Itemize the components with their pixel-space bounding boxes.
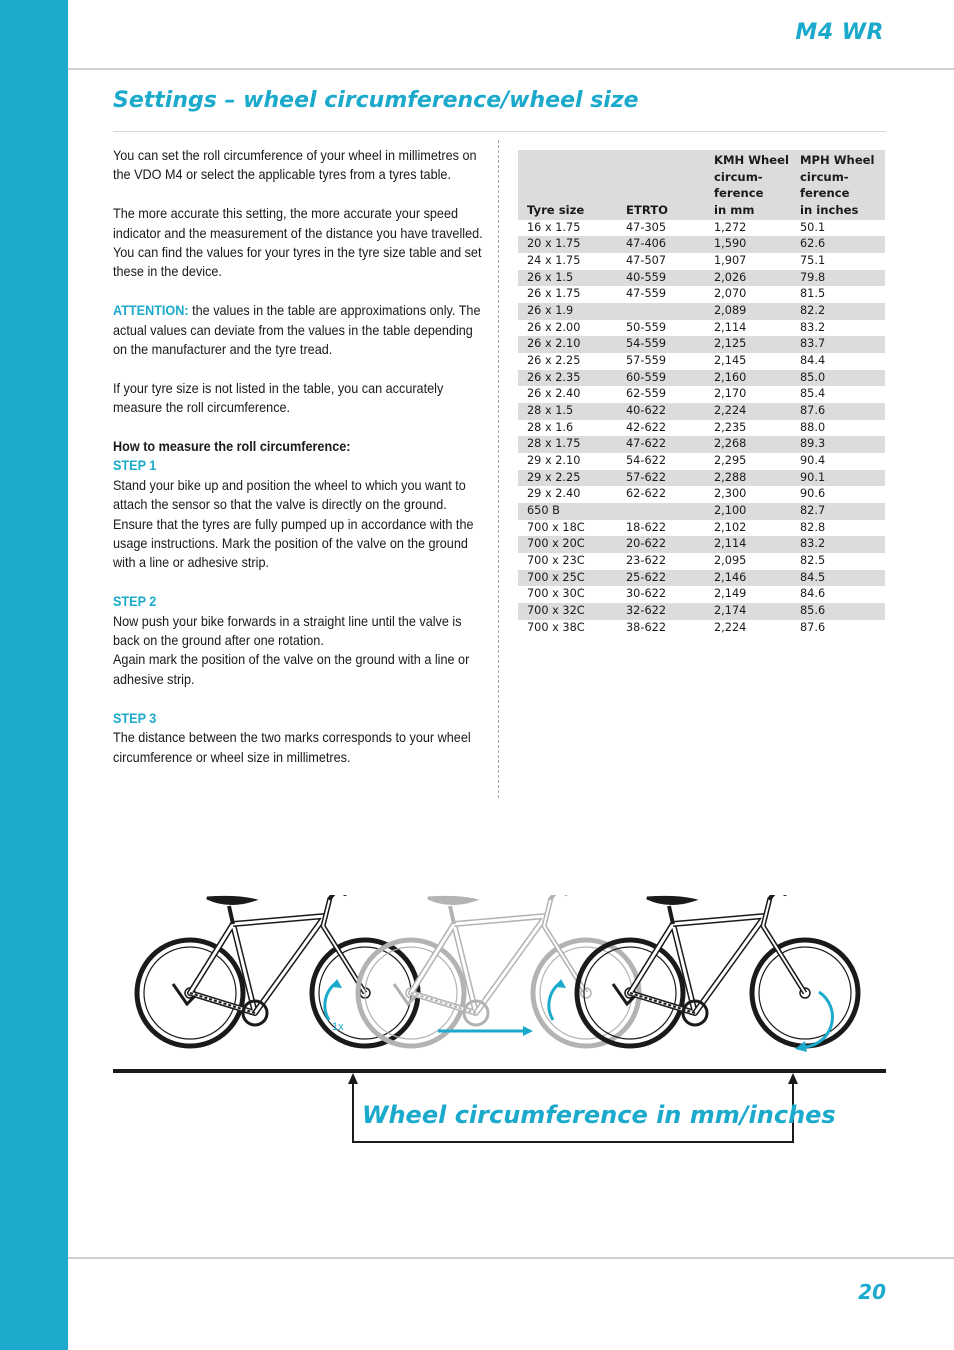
cell-mph: 87.6 (800, 620, 826, 634)
cell-tyre-size: 26 x 2.35 (518, 370, 617, 387)
cell-tyre-size: 28 x 1.5 (518, 403, 617, 420)
cell-tyre-size: 26 x 1.9 (518, 303, 617, 320)
step2-text-b: Again mark the position of the valve on the ground with a line or adhesive strip. (113, 652, 470, 687)
table-row (518, 420, 885, 437)
cell-kmh: 2,145 (714, 354, 747, 368)
cell-tyre-size: 700 x 18C (527, 520, 585, 534)
cell-kmh: 2,100 (705, 503, 791, 520)
step3-block (113, 709, 485, 767)
cell-kmh: 1,907 (714, 254, 747, 268)
cell-mph: 84.5 (791, 570, 885, 587)
table-row (518, 403, 885, 420)
cell-etrto: 62-622 (626, 487, 667, 501)
rotation-arrow-ghost (549, 983, 560, 1020)
cell-kmh: 2,114 (714, 320, 747, 334)
not-listed-paragraph: If your tyre size is not listed in the table, you can accurately measure the roll circumference. (113, 380, 444, 416)
table-row (518, 586, 885, 603)
step1-text: Stand your bike up and position the wheel to which you want to attach the sensor so that the valve is directly on the ground. Ensure that the tyres are fully pumped up in accordance with the usage instructions. Mark the position of the valve on the ground with a line or adhesive strip. (113, 477, 474, 571)
cell-kmh: 2,268 (705, 436, 791, 453)
cell-etrto: 47-622 (617, 436, 705, 453)
cell-tyre-size: 26 x 1.5 (518, 270, 617, 287)
attention-text: the values in the table are approximations only. The actual values can deviate from the values in the table depending on the manufacturer and the tyre tread. (113, 303, 481, 358)
cell-etrto: 47-559 (626, 287, 667, 301)
cell-tyre-size: 26 x 2.10 (518, 336, 617, 353)
cell-etrto: 60-559 (617, 370, 705, 387)
cell-kmh: 2,224 (714, 620, 747, 634)
intro-paragraph: You can set the roll circumference of your wheel in millimetres on the VDO M4 or select the applicable tyres from a tyres table. (113, 148, 477, 183)
cell-tyre-size: 700 x 30C (527, 587, 585, 601)
cell-mph: 50.1 (800, 220, 826, 234)
cell-mph: 82.2 (791, 303, 885, 320)
cell-mph: 81.5 (800, 287, 826, 301)
cell-tyre-size: 26 x 1.75 (527, 287, 581, 301)
section-divider (113, 131, 886, 132)
cell-etrto: 40-622 (617, 403, 705, 420)
table-row (518, 536, 885, 553)
cell-kmh: 2,170 (714, 387, 747, 401)
how-to-heading: How to measure the roll circumference: (113, 439, 351, 455)
cell-mph: 90.6 (800, 487, 826, 501)
table-row (518, 286, 885, 303)
rotation-arrowhead-ghost (555, 979, 566, 988)
rotation-arrowhead-start (331, 979, 342, 988)
accuracy-paragraph: The more accurate this setting, the more accurate your speed indicator and the measurement of the distance you have travelled. You can find the values for your tyres in the tyre size table and set these in the device. (113, 206, 483, 280)
cell-mph: 82.7 (791, 503, 885, 520)
table-row (518, 236, 885, 253)
table-row (518, 453, 885, 470)
section-title: Settings – wheel circumference/wheel size (113, 88, 639, 113)
step3-text: The distance between the two marks corresponds to your wheel circumference or wheel size in millimetres. (113, 730, 471, 765)
table-row (518, 303, 885, 320)
table-row (518, 570, 885, 587)
table-row (518, 320, 885, 337)
illustration-caption: Wheel circumference in mm/inches (362, 1101, 836, 1129)
table-row (518, 270, 885, 287)
cell-tyre-size: 650 B (518, 503, 617, 520)
cell-etrto: 57-622 (617, 470, 705, 487)
cell-kmh: 2,114 (705, 536, 791, 553)
cell-mph: 79.8 (791, 270, 885, 287)
cell-tyre-size: 29 x 2.25 (518, 470, 617, 487)
table-row (518, 620, 885, 637)
header-mph: MPH Wheel circum- ference in inches (791, 150, 885, 220)
cell-tyre-size: 16 x 1.75 (527, 220, 581, 234)
cell-kmh: 2,174 (705, 603, 791, 620)
cell-etrto (617, 303, 705, 320)
header-title: M4 WR (795, 20, 884, 45)
table-row (518, 386, 885, 403)
cell-etrto: 54-622 (626, 454, 667, 467)
tyre-size-table (518, 150, 885, 636)
page-number: 20 (858, 1280, 886, 1304)
cell-kmh: 2,224 (705, 403, 791, 420)
cell-mph: 89.3 (791, 436, 885, 453)
cell-kmh: 2,102 (714, 520, 747, 534)
cell-tyre-size: 24 x 1.75 (527, 254, 581, 268)
cell-etrto: 47-406 (617, 236, 705, 253)
header-divider (68, 68, 954, 70)
cell-mph: 85.6 (791, 603, 885, 620)
cell-tyre-size: 700 x 25C (518, 570, 617, 587)
cell-etrto: 47-507 (626, 254, 667, 268)
header-etrto: ETRTO (617, 150, 705, 220)
column-divider (498, 140, 499, 798)
table-row (518, 436, 885, 453)
cell-etrto: 25-622 (617, 570, 705, 587)
cell-mph: 82.5 (800, 553, 826, 567)
table-row (518, 503, 885, 520)
step1-label: STEP 1 (113, 458, 157, 474)
end-mark-arrow (788, 1073, 798, 1084)
cell-mph: 82.8 (800, 520, 826, 534)
cell-mph: 87.6 (791, 403, 885, 420)
cell-etrto: 18-622 (626, 520, 667, 534)
cell-etrto: 50-559 (626, 320, 667, 334)
cell-mph: 84.4 (800, 354, 826, 368)
cell-kmh: 2,300 (714, 487, 747, 501)
table-row (518, 603, 885, 620)
cell-tyre-size: 20 x 1.75 (518, 236, 617, 253)
cell-tyre-size: 28 x 1.6 (527, 420, 574, 434)
step2-label: STEP 2 (113, 594, 157, 610)
table-row (518, 486, 885, 503)
cell-etrto: 57-559 (626, 354, 667, 368)
cell-etrto: 42-622 (626, 420, 667, 434)
cell-tyre-size: 28 x 1.75 (518, 436, 617, 453)
cell-kmh: 2,146 (705, 570, 791, 587)
table-row (518, 370, 885, 387)
side-accent-bar (0, 0, 68, 1350)
rotation-count-label: 1x (332, 1021, 344, 1033)
start-mark-arrow (348, 1073, 358, 1084)
table-row (518, 520, 885, 537)
cell-tyre-size: 26 x 2.00 (527, 320, 581, 334)
rotation-arrow-start (325, 983, 336, 1020)
cell-kmh: 2,160 (705, 370, 791, 387)
cell-tyre-size: 29 x 2.40 (527, 487, 581, 501)
table-row (518, 336, 885, 353)
footer-divider (68, 1257, 954, 1259)
cell-mph: 85.4 (800, 387, 826, 401)
cell-etrto: 30-622 (626, 587, 667, 601)
cell-mph: 83.2 (800, 320, 826, 334)
cell-mph: 90.1 (791, 470, 885, 487)
cell-kmh: 2,089 (705, 303, 791, 320)
cell-tyre-size: 700 x 32C (518, 603, 617, 620)
cell-tyre-size: 26 x 2.40 (527, 387, 581, 401)
cell-kmh: 2,070 (714, 287, 747, 301)
cell-kmh: 2,125 (705, 336, 791, 353)
cell-mph: 62.6 (791, 236, 885, 253)
bike-end (577, 895, 858, 1046)
cell-kmh: 2,026 (705, 270, 791, 287)
step3-label: STEP 3 (113, 710, 157, 726)
instructions-text (113, 146, 485, 786)
step2-block (113, 592, 485, 689)
cell-etrto: 38-622 (626, 620, 667, 634)
cell-kmh: 2,095 (714, 553, 747, 567)
cell-etrto: 40-559 (617, 270, 705, 287)
cell-mph: 88.0 (800, 420, 826, 434)
step1-block (113, 437, 485, 573)
cell-etrto: 54-559 (617, 336, 705, 353)
attention-label: ATTENTION: (113, 303, 189, 319)
cell-tyre-size: 700 x 38C (527, 620, 585, 634)
cell-kmh: 2,149 (714, 587, 747, 601)
cell-tyre-size: 29 x 2.10 (527, 454, 581, 467)
cell-mph: 83.7 (791, 336, 885, 353)
cell-etrto (617, 503, 705, 520)
cell-kmh: 2,288 (705, 470, 791, 487)
cell-mph: 83.2 (791, 536, 885, 553)
cell-tyre-size: 26 x 2.25 (527, 354, 581, 368)
table-row (518, 253, 885, 270)
cell-mph: 84.6 (800, 587, 826, 601)
table-row (518, 353, 885, 370)
cell-tyre-size: 700 x 20C (518, 536, 617, 553)
table-row (518, 553, 885, 570)
table-row (518, 470, 885, 487)
cell-kmh: 1,590 (705, 236, 791, 253)
table-header-row (518, 150, 885, 220)
table-body (518, 220, 885, 636)
cell-etrto: 32-622 (617, 603, 705, 620)
cell-etrto: 62-559 (626, 387, 667, 401)
header-kmh: KMH Wheel circum- ference in mm (705, 150, 791, 220)
header-tyre-size: Tyre size (518, 150, 617, 220)
forward-arrow-head (523, 1026, 533, 1036)
cell-etrto: 47-305 (626, 220, 667, 234)
step2-text-a: Now push your bike forwards in a straight line until the valve is back on the ground after one rotation. (113, 613, 462, 649)
cell-mph: 90.4 (800, 454, 826, 467)
cell-etrto: 23-622 (626, 553, 667, 567)
cell-mph: 75.1 (800, 254, 826, 268)
table-row (518, 220, 885, 237)
cell-kmh: 2,235 (714, 420, 747, 434)
cell-kmh: 2,295 (714, 454, 747, 467)
attention-paragraph (113, 301, 485, 359)
cell-kmh: 1,272 (714, 220, 747, 234)
cell-mph: 85.0 (791, 370, 885, 387)
cell-etrto: 20-622 (617, 536, 705, 553)
cell-tyre-size: 700 x 23C (527, 553, 585, 567)
